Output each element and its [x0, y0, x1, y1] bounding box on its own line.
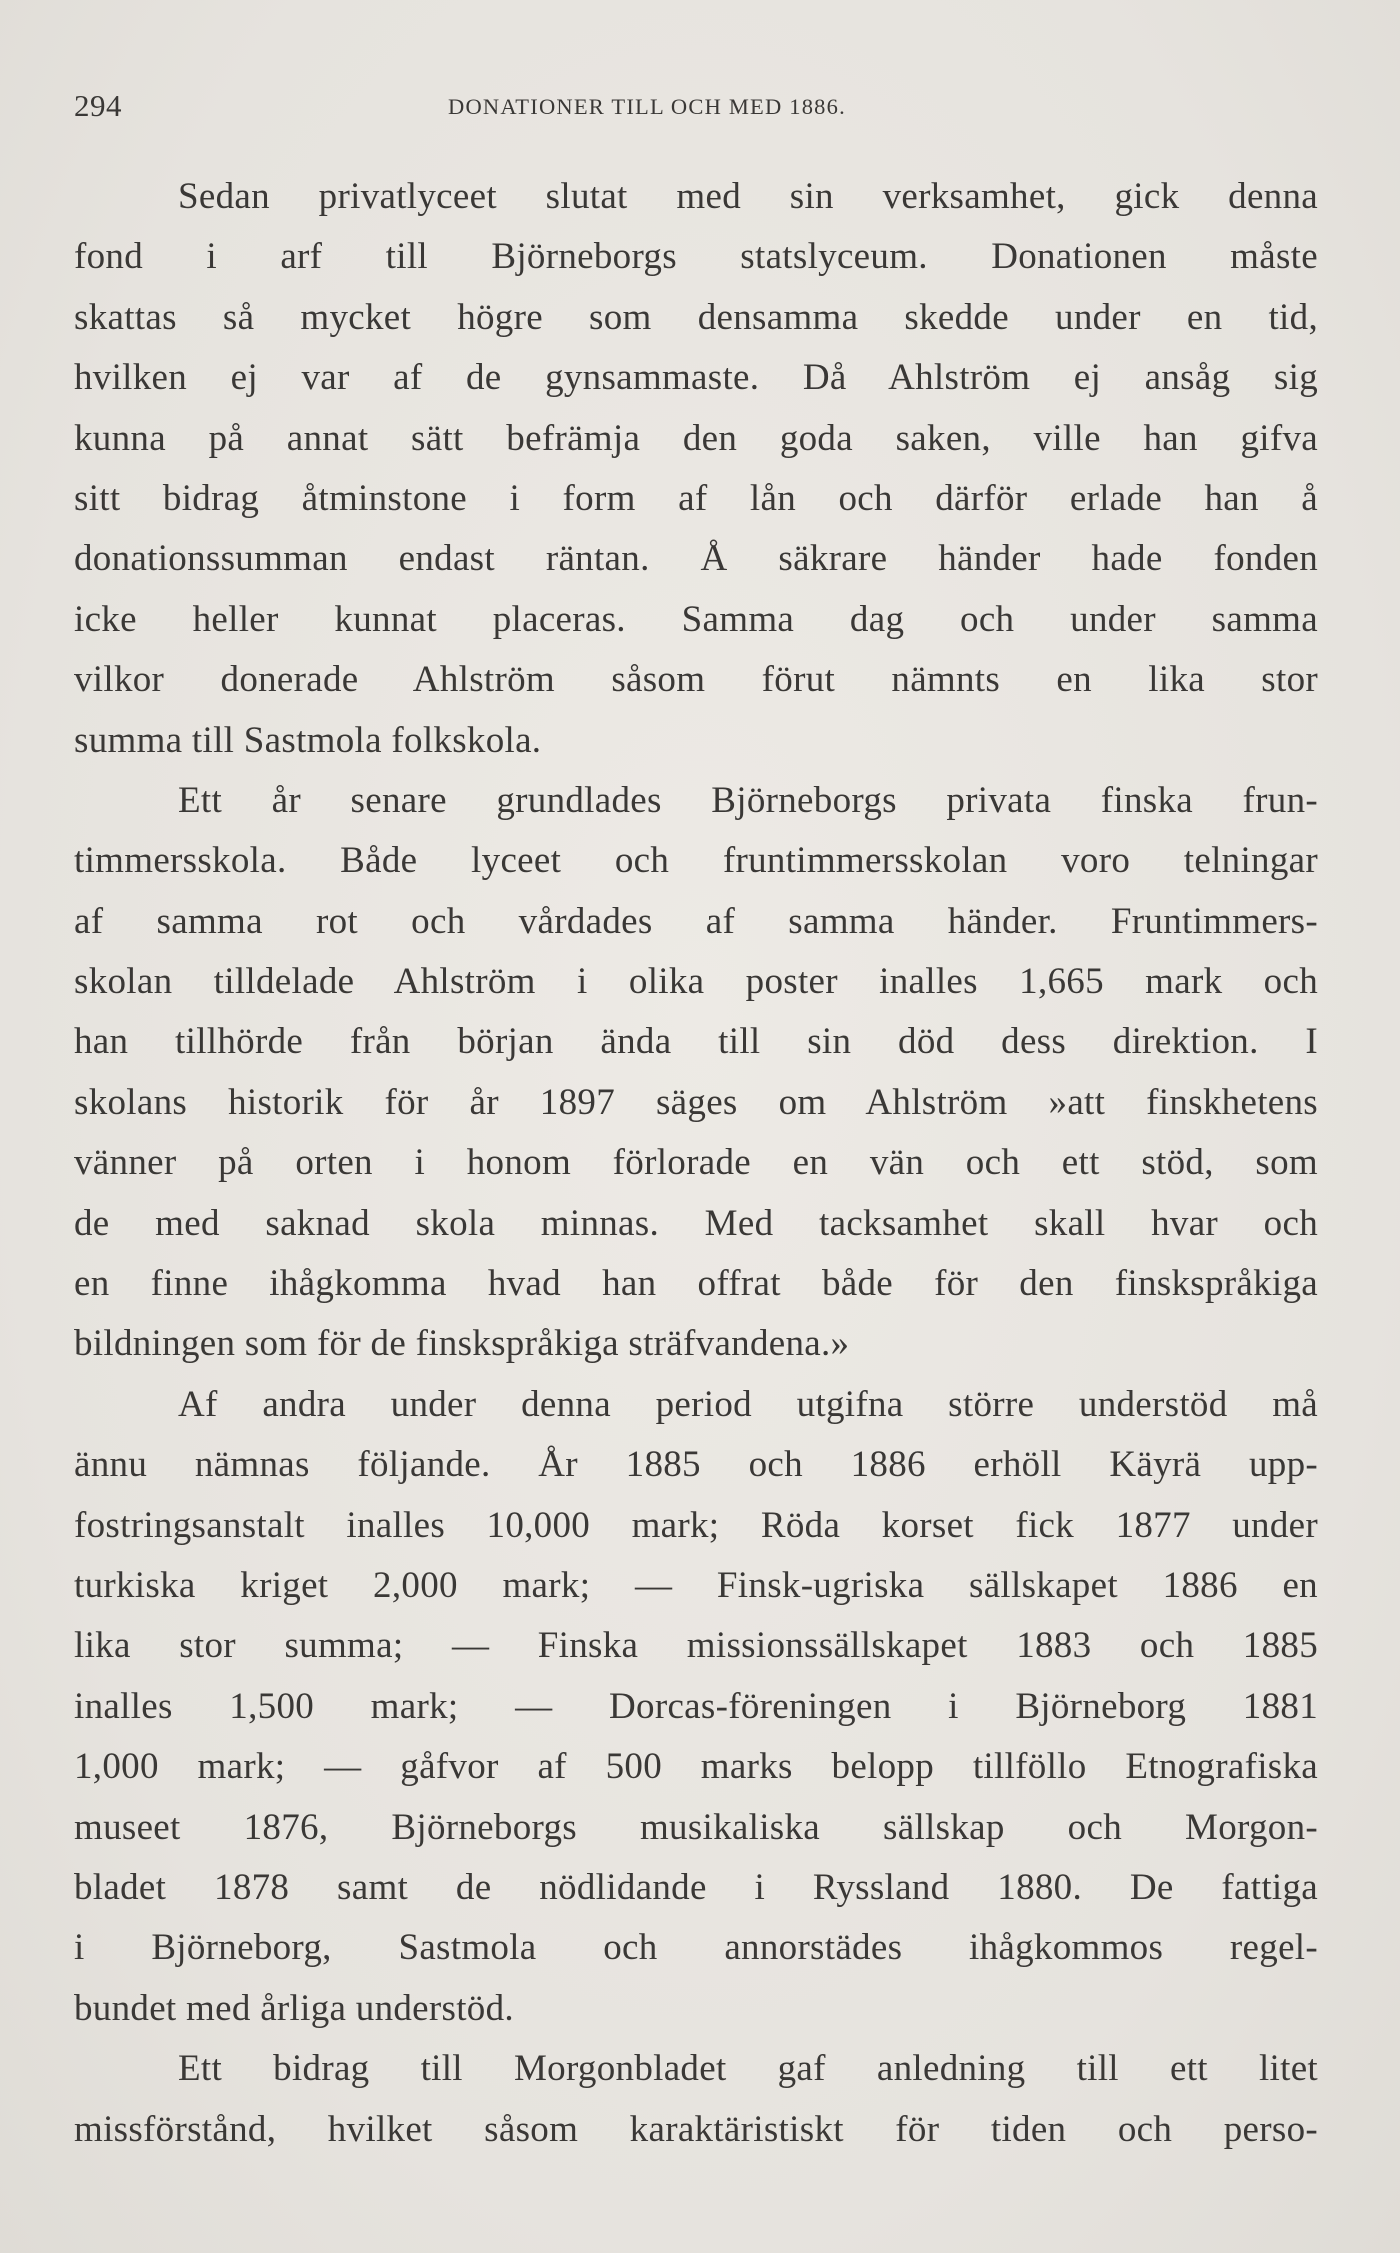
- text-line: Af andra under denna period utgifna större understöd må: [178, 1383, 1318, 1425]
- running-head: DONATIONER TILL OCH MED 1886.: [448, 94, 846, 119]
- text-line: fond i arf till Björneborgs statslyceum. Donationen måste: [74, 236, 1318, 278]
- text-line: hvilken ej var af de gynsammaste. Då Ahlström ej ansåg sig: [74, 357, 1318, 399]
- text-line: museet 1876, Björneborgs musikaliska sällskap och Morgon-: [74, 1806, 1318, 1848]
- text-line: af samma rot och vårdades af samma händer. Fruntimmers-: [74, 900, 1318, 942]
- text-line: bundet med årliga understöd.: [74, 1987, 514, 2029]
- text-line: icke heller kunnat placeras. Samma dag och under samma: [74, 598, 1318, 640]
- text-line: bladet 1878 samt de nödlidande i Ryssland 1880. De fattiga: [74, 1866, 1318, 1908]
- text-line: Ett år senare grundlades Björneborgs privata finska frun-: [178, 779, 1318, 821]
- text-line: vilkor donerade Ahlström såsom förut nämnts en lika stor: [74, 659, 1318, 701]
- text-line: turkiska kriget 2,000 mark; — Finsk-ugriska sällskapet 1886 en: [74, 1564, 1318, 1606]
- text-line: donationssumman endast räntan. Å säkrare händer hade fonden: [74, 538, 1318, 580]
- text-line: skattas så mycket högre som densamma skedde under en tid,: [74, 296, 1318, 338]
- text-line: de med saknad skola minnas. Med tacksamhet skall hvar och: [74, 1202, 1318, 1244]
- text-line: Sedan privatlyceet slutat med sin verksamhet, gick denna: [178, 176, 1318, 217]
- text-line: fostringsanstalt inalles 10,000 mark; Röda korset fick 1877 under: [74, 1504, 1318, 1546]
- text-line: lika stor summa; — Finska missionssällskapet 1883 och 1885: [74, 1625, 1318, 1667]
- text-line: bildningen som för de finskspråkiga sträfvandena.»: [74, 1323, 850, 1365]
- body-text: [74, 167, 1318, 2160]
- text-line: ännu nämnas följande. År 1885 och 1886 erhöll Käyrä upp-: [74, 1444, 1318, 1486]
- text-line: 1,000 mark; — gåfvor af 500 marks belopp tillföllo Etnografiska: [74, 1746, 1318, 1788]
- page-number: 294: [74, 88, 122, 123]
- text-line: summa till Sastmola folkskola.: [74, 719, 542, 761]
- page-header: [74, 88, 1324, 128]
- text-line: kunna på annat sätt befrämja den goda saken, ville han gifva: [74, 417, 1318, 459]
- text-line: i Björneborg, Sastmola och annorstädes ihågkommos regel-: [74, 1927, 1318, 1969]
- text-line: inalles 1,500 mark; — Dorcas-föreningen i Björneborg 1881: [74, 1685, 1318, 1727]
- text-line: han tillhörde från början ända till sin död dess direktion. I: [74, 1021, 1318, 1063]
- text-line: timmersskola. Både lyceet och fruntimmersskolan voro telningar: [74, 840, 1318, 882]
- text-line: vänner på orten i honom förlorade en vän och ett stöd, som: [74, 1142, 1318, 1184]
- text-line: skolan tilldelade Ahlström i olika poster inalles 1,665 mark och: [74, 961, 1318, 1003]
- text-line: en finne ihågkomma hvad han offrat både för den finskspråkiga: [74, 1263, 1318, 1305]
- text-line: skolans historik för år 1897 säges om Ahlström »att finskhetens: [74, 1081, 1318, 1123]
- text-line: missförstånd, hvilket såsom karaktäristiskt för tiden och perso-: [74, 2108, 1318, 2150]
- text-line: Ett bidrag till Morgonbladet gaf anledning till ett litet: [178, 2048, 1318, 2090]
- text-line: sitt bidrag åtminstone i form af lån och därför erlade han å: [74, 477, 1318, 519]
